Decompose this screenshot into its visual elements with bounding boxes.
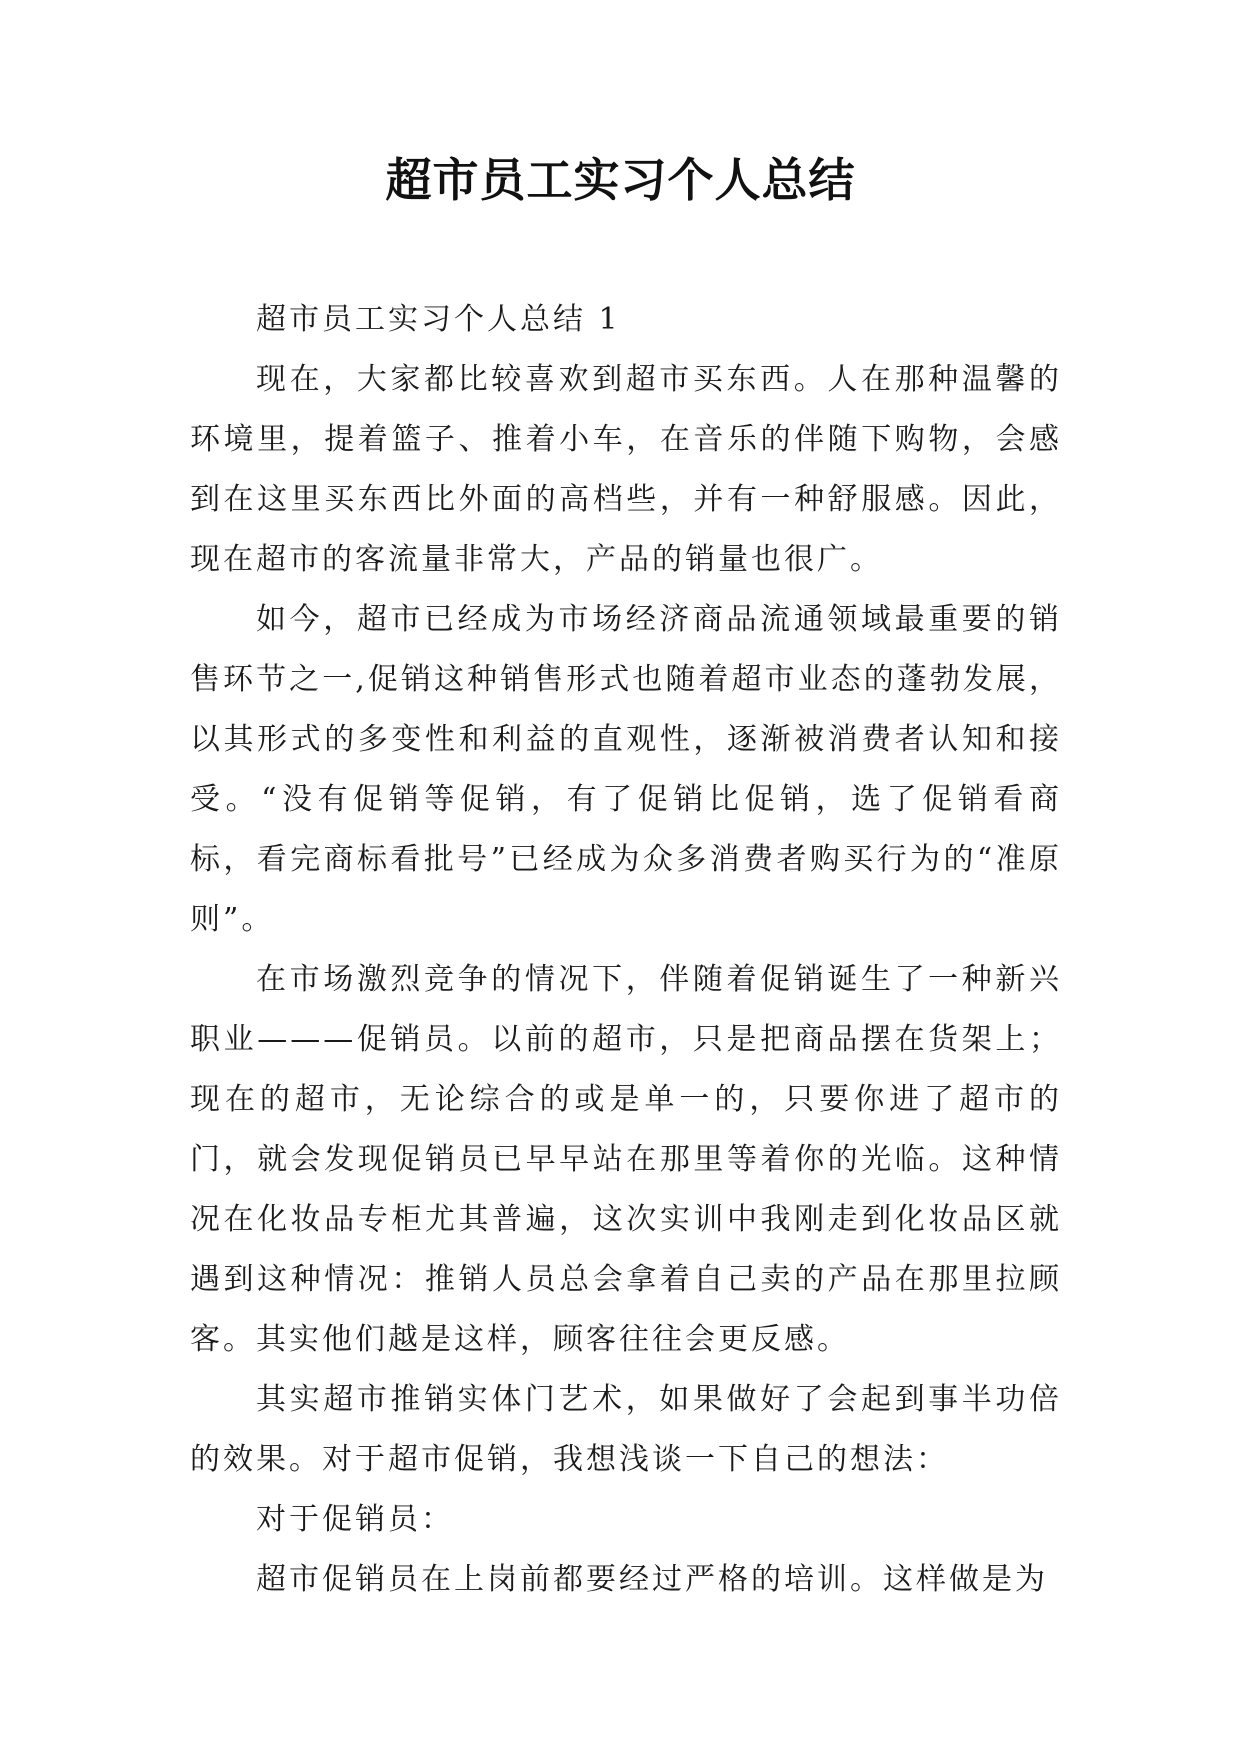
paragraph: 现在，大家都比较喜欢到超市买东西。人在那种温馨的环境里，提着篮子、推着小车，在音乐的伴随下购物，会感到在这里买东西比外面的高档些，并有一种舒服感。因此，现在超市的客流量非常大，产品的销量也很广。 [190,362,1062,577]
section-heading: 超市员工实习个人总结 1 [256,302,621,337]
document-title: 超市员工实习个人总结 [385,153,856,207]
paragraph: 超市促销员在上岗前都要经过严格的培训。这样做是为 [256,1562,1048,1597]
paragraph: 其实超市推销实体门艺术，如果做好了会起到事半功倍的效果。对于超市促销，我想浅谈一下自己的想法： [190,1382,1062,1477]
document-body [190,290,1062,1610]
paragraph: 对于促销员： [256,1502,454,1537]
paragraph: 在市场激烈竞争的情况下，伴随着促销诞生了一种新兴职业———促销员。以前的超市，只是把商品摆在货架上；现在的超市，无论综合的或是单一的，只要你进了超市的门，就会发现促销员已早早站在那里等着你的光临。这种情况在化妆品专柜尤其普遍，这次实训中我刚走到化妆品区就遇到这种情况：推销人员总会拿着自己卖的产品在那里拉顾客。其实他们越是这样，顾客往往会更反感。 [190,962,1062,1357]
paragraph: 如今，超市已经成为市场经济商品流通领域最重要的销售环节之一,促销这种销售形式也随着超市业态的蓬勃发展，以其形式的多变性和利益的直观性，逐渐被消费者认知和接受。“没有促销等促销，有了促销比促销，选了促销看商标，看完商标看批号”已经成为众多消费者购买行为的“准原则”。 [190,602,1062,937]
